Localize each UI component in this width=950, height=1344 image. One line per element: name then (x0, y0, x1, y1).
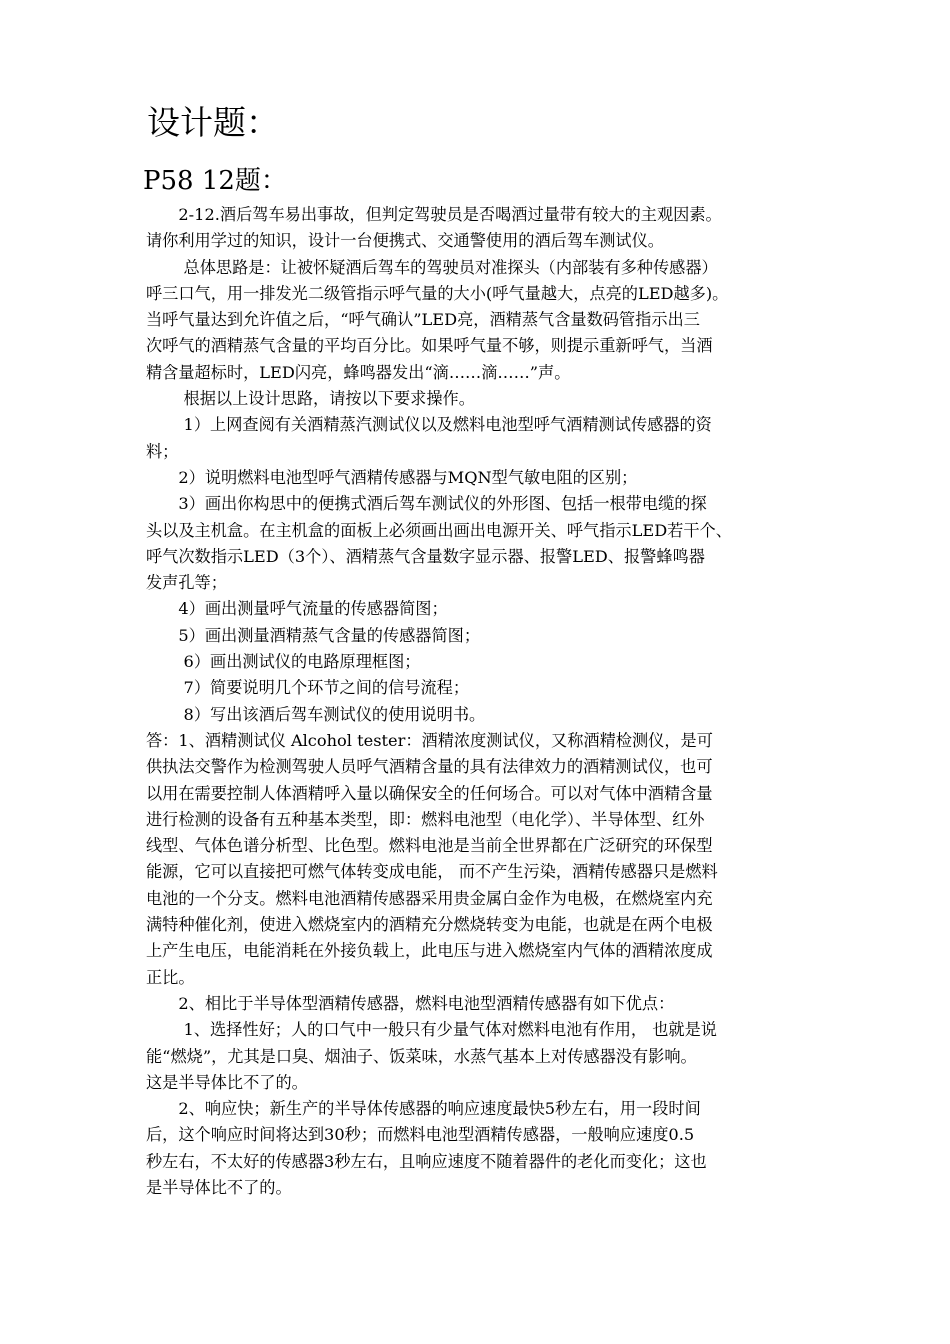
text-line: 6）画出测试仪的电路原理框图； (146, 652, 421, 672)
text-line: 3）画出你构思中的便携式酒后驾车测试仪的外形图、包括一根带电缆的探 (146, 494, 707, 514)
problem-number: P58 12题： (143, 166, 287, 196)
text-line: 供执法交警作为检测驾驶人员呼气酒精含量的具有法律效力的酒精测试仪，也可 (146, 757, 713, 777)
text-line: 能源，它可以直接把可燃气体转变成电能， 而不产生污染，酒精传感器只是燃料 (146, 862, 718, 882)
text-line: 2-12.酒后驾车易出事故，但判定驾驶员是否喝酒过量带有较大的主观因素。 (146, 205, 722, 224)
text-line: 上产生电压，电能消耗在外接负载上，此电压与进入燃烧室内气体的酒精浓度成 (146, 941, 713, 961)
text-line: 5）画出测量酒精蒸气含量的传感器简图； (146, 625, 481, 645)
text-line: 总体思路是：让被怀疑酒后驾车的驾驶员对准探头（内部装有多种传感器） (146, 257, 718, 277)
text-line: 2、响应快；新生产的半导体传感器的响应速度最快5秒左右，用一段时间 (146, 1099, 701, 1119)
text-line: 请你利用学过的知识，设计一台便携式、交通警使用的酒后驾车测试仪。 (146, 231, 664, 251)
text-line: 电池的一个分支。燃料电池酒精传感器采用贵金属白金作为电极，在燃烧室内充 (146, 888, 713, 908)
text-line: 这是半导体比不了的。 (146, 1072, 308, 1092)
text-line: 后，这个响应时间将达到30秒；而燃料电池型酒精传感器，一般响应速度0.5 (146, 1125, 695, 1145)
page-title: 设计题： (147, 103, 279, 142)
text-line: 正比。 (146, 967, 195, 987)
text-line: 头以及主机盒。在主机盒的面板上必须画出画出电源开关、呼气指示LED若干个、 (146, 520, 732, 540)
text-line: 4）画出测量呼气流量的传感器简图； (146, 599, 448, 619)
text-line: 呼气次数指示LED（3个）、酒精蒸气含量数字显示器、报警LED、报警蜂鸣器 (146, 546, 705, 566)
text-line: 2、相比于半导体型酒精传感器，燃料电池型酒精传感器有如下优点： (146, 993, 675, 1013)
text-line: 发声孔等； (146, 573, 227, 593)
text-line: 1、选择性好；人的口气中一般只有少量气体对燃料电池有作用， 也就是说 (146, 1020, 717, 1040)
text-line: 满特种催化剂，使进入燃烧室内的酒精充分燃烧转变为电能，也就是在两个电极 (146, 915, 713, 935)
text-line: 料； (146, 441, 179, 461)
text-line: 秒左右，不太好的传感器3秒左右，且响应速度不随着器件的老化而变化；这也 (146, 1151, 707, 1171)
text-line: 以用在需要控制人体酒精呼入量以确保安全的任何场合。可以对气体中酒精含量 (146, 783, 713, 803)
body-text (146, 202, 808, 1201)
text-line: 2）说明燃料电池型呼气酒精传感器与MQN型气敏电阻的区别； (146, 467, 638, 487)
text-line: 根据以上设计思路，请按以下要求操作。 (146, 389, 475, 409)
text-line: 1）上网查阅有关酒精蒸汽测试仪以及燃料电池型呼气酒精测试传感器的资 (146, 415, 712, 435)
text-line: 是半导体比不了的。 (146, 1177, 292, 1197)
text-line: 线型、气体色谱分析型、比色型。燃料电池是当前全世界都在广泛研究的环保型 (146, 836, 713, 856)
text-line: 次呼气的酒精蒸气含量的平均百分比。如果呼气量不够，则提示重新呼气，当酒 (146, 336, 713, 356)
text-line: 7）简要说明几个环节之间的信号流程； (146, 678, 470, 698)
text-line: 当呼气量达到允许值之后，“呼气确认”LED亮，酒精蒸气含量数码管指示出三 (146, 310, 700, 330)
text-line: 答：1、酒精测试仪 Alcohol tester：酒精浓度测试仪，又称酒精检测仪，是可 (146, 730, 713, 750)
text-line: 呼三口气，用一排发光二级管指示呼气量的大小(呼气量越大，点亮的LED越多)。 (146, 283, 729, 303)
text-line: 进行检测的设备有五种基本类型，即：燃料电池型（电化学）、半导体型、红外 (146, 809, 705, 829)
text-line: 精含量超标时，LED闪亮，蜂鸣器发出“滴……滴……”声。 (146, 362, 571, 382)
text-line: 能“燃烧”，尤其是口臭、烟油子、饭菜味，水蒸气基本上对传感器没有影响。 (146, 1046, 697, 1066)
text-line: 8）写出该酒后驾车测试仪的使用说明书。 (146, 704, 486, 724)
